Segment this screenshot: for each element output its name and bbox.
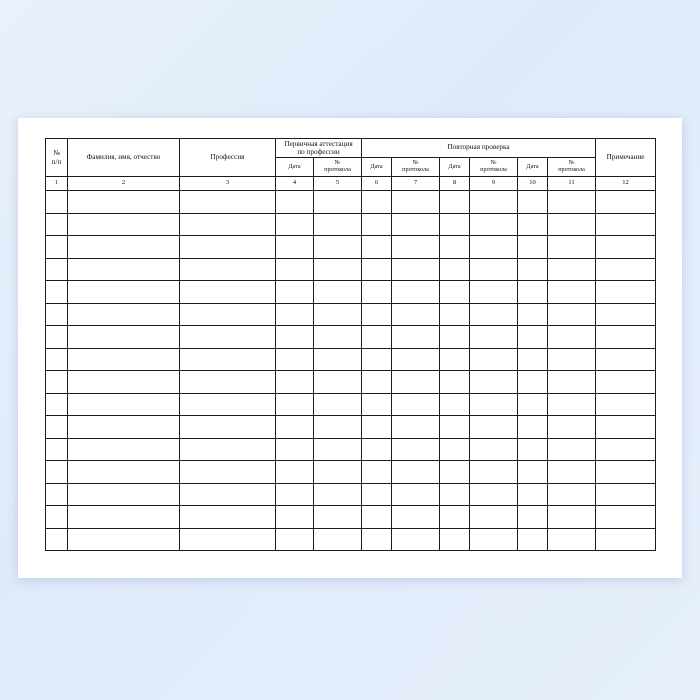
table-cell-empty[interactable] xyxy=(440,213,470,236)
table-cell-empty[interactable] xyxy=(518,236,548,259)
table-cell-empty[interactable] xyxy=(470,191,518,214)
table-cell-empty[interactable] xyxy=(46,281,68,304)
table-cell-empty[interactable] xyxy=(392,348,440,371)
table-cell-empty[interactable] xyxy=(518,506,548,529)
table-cell-empty[interactable] xyxy=(46,303,68,326)
table-cell-empty[interactable] xyxy=(440,371,470,394)
table-cell-empty[interactable] xyxy=(518,438,548,461)
table-cell-empty[interactable] xyxy=(470,371,518,394)
column-number-cell: 11 xyxy=(548,177,596,191)
table-cell-empty[interactable] xyxy=(362,213,392,236)
table-cell-empty[interactable] xyxy=(68,348,180,371)
table-cell-empty[interactable] xyxy=(392,528,440,551)
table-cell-empty[interactable] xyxy=(46,483,68,506)
table-cell-empty[interactable] xyxy=(548,213,596,236)
journal-table xyxy=(45,138,656,551)
table-row[interactable] xyxy=(46,528,656,551)
table-cell-empty[interactable] xyxy=(440,281,470,304)
table-cell-empty[interactable] xyxy=(314,506,362,529)
header-group-repeat-check: Повторная проверка xyxy=(362,139,596,158)
table-cell-empty[interactable] xyxy=(180,371,276,394)
header-cell-note: Примечание xyxy=(596,139,656,177)
header-cell-number: № п/п xyxy=(46,139,68,177)
column-number-cell: 8 xyxy=(440,177,470,191)
table-cell-empty[interactable] xyxy=(314,258,362,281)
table-row[interactable] xyxy=(46,348,656,371)
table-row[interactable] xyxy=(46,326,656,349)
table-row[interactable] xyxy=(46,303,656,326)
table-cell-empty[interactable] xyxy=(180,528,276,551)
table-cell-empty[interactable] xyxy=(68,213,180,236)
table-cell-empty[interactable] xyxy=(68,258,180,281)
table-cell-empty[interactable] xyxy=(314,348,362,371)
table-cell-empty[interactable] xyxy=(392,461,440,484)
table-cell-empty[interactable] xyxy=(362,303,392,326)
table-cell-empty[interactable] xyxy=(46,416,68,439)
table-row[interactable] xyxy=(46,236,656,259)
table-cell-empty[interactable] xyxy=(276,236,314,259)
table-cell-empty[interactable] xyxy=(180,483,276,506)
table-cell-empty[interactable] xyxy=(440,438,470,461)
table-cell-empty[interactable] xyxy=(518,281,548,304)
table-cell-empty[interactable] xyxy=(470,303,518,326)
table-cell-empty[interactable] xyxy=(362,326,392,349)
header-cell-fullname: Фамилия, имя, отчество xyxy=(68,139,180,177)
column-number-cell: 6 xyxy=(362,177,392,191)
table-cell-empty[interactable] xyxy=(470,461,518,484)
table-cell-empty[interactable] xyxy=(518,191,548,214)
table-cell-empty[interactable] xyxy=(46,236,68,259)
table-cell-empty[interactable] xyxy=(46,348,68,371)
table-cell-empty[interactable] xyxy=(362,438,392,461)
table-cell-empty[interactable] xyxy=(470,258,518,281)
table-cell-empty[interactable] xyxy=(596,416,656,439)
table-cell-empty[interactable] xyxy=(46,258,68,281)
table-cell-empty[interactable] xyxy=(180,258,276,281)
table-cell-empty[interactable] xyxy=(68,461,180,484)
table-cell-empty[interactable] xyxy=(276,461,314,484)
table-cell-empty[interactable] xyxy=(314,236,362,259)
table-cell-empty[interactable] xyxy=(470,236,518,259)
table-cell-empty[interactable] xyxy=(548,303,596,326)
table-cell-empty[interactable] xyxy=(276,281,314,304)
table-cell-empty[interactable] xyxy=(596,393,656,416)
table-row[interactable] xyxy=(46,191,656,214)
table-cell-empty[interactable] xyxy=(470,281,518,304)
table-cell-empty[interactable] xyxy=(440,506,470,529)
table-cell-empty[interactable] xyxy=(180,213,276,236)
table-cell-empty[interactable] xyxy=(518,348,548,371)
table-cell-empty[interactable] xyxy=(362,371,392,394)
table-cell-empty[interactable] xyxy=(518,326,548,349)
table-row[interactable] xyxy=(46,281,656,304)
table-cell-empty[interactable] xyxy=(518,528,548,551)
table-cell-empty[interactable] xyxy=(470,438,518,461)
table-cell-empty[interactable] xyxy=(46,438,68,461)
table-cell-empty[interactable] xyxy=(440,326,470,349)
table-cell-empty[interactable] xyxy=(440,258,470,281)
table-cell-empty[interactable] xyxy=(314,303,362,326)
table-cell-empty[interactable] xyxy=(68,326,180,349)
table-cell-empty[interactable] xyxy=(362,236,392,259)
table-cell-empty[interactable] xyxy=(314,483,362,506)
table-cell-empty[interactable] xyxy=(392,258,440,281)
header-cell-repeat2-date: Дата xyxy=(440,158,470,177)
column-number-cell: 12 xyxy=(596,177,656,191)
journal-table-container xyxy=(45,138,655,551)
table-cell-empty[interactable] xyxy=(596,438,656,461)
table-cell-empty[interactable] xyxy=(518,393,548,416)
table-cell-empty[interactable] xyxy=(596,483,656,506)
table-body xyxy=(46,177,656,551)
table-cell-empty[interactable] xyxy=(440,191,470,214)
table-cell-empty[interactable] xyxy=(392,236,440,259)
table-cell-empty[interactable] xyxy=(180,303,276,326)
table-cell-empty[interactable] xyxy=(314,393,362,416)
table-cell-empty[interactable] xyxy=(314,326,362,349)
table-row[interactable] xyxy=(46,213,656,236)
table-cell-empty[interactable] xyxy=(180,416,276,439)
table-cell-empty[interactable] xyxy=(314,371,362,394)
table-cell-empty[interactable] xyxy=(46,371,68,394)
table-cell-empty[interactable] xyxy=(596,236,656,259)
table-cell-empty[interactable] xyxy=(440,483,470,506)
table-cell-empty[interactable] xyxy=(362,416,392,439)
table-cell-empty[interactable] xyxy=(276,371,314,394)
table-cell-empty[interactable] xyxy=(470,393,518,416)
table-cell-empty[interactable] xyxy=(68,416,180,439)
table-cell-empty[interactable] xyxy=(68,483,180,506)
header-cell-repeat2-protocol: № протокола xyxy=(470,158,518,177)
table-cell-empty[interactable] xyxy=(440,236,470,259)
table-row[interactable] xyxy=(46,416,656,439)
table-cell-empty[interactable] xyxy=(180,326,276,349)
column-number-cell: 7 xyxy=(392,177,440,191)
table-cell-empty[interactable] xyxy=(46,506,68,529)
table-cell-empty[interactable] xyxy=(518,371,548,394)
table-cell-empty[interactable] xyxy=(314,213,362,236)
table-cell-empty[interactable] xyxy=(596,461,656,484)
table-cell-empty[interactable] xyxy=(314,438,362,461)
table-cell-empty[interactable] xyxy=(596,326,656,349)
table-row[interactable] xyxy=(46,461,656,484)
table-row[interactable] xyxy=(46,438,656,461)
table-cell-empty[interactable] xyxy=(548,416,596,439)
table-row[interactable] xyxy=(46,483,656,506)
table-cell-empty[interactable] xyxy=(180,236,276,259)
table-cell-empty[interactable] xyxy=(596,191,656,214)
table-cell-empty[interactable] xyxy=(596,528,656,551)
table-cell-empty[interactable] xyxy=(470,506,518,529)
header-row-groups xyxy=(46,139,656,158)
table-cell-empty[interactable] xyxy=(314,416,362,439)
table-cell-empty[interactable] xyxy=(596,258,656,281)
header-cell-primary-date: Дата xyxy=(276,158,314,177)
table-cell-empty[interactable] xyxy=(68,191,180,214)
table-cell-empty[interactable] xyxy=(470,213,518,236)
column-number-cell: 5 xyxy=(314,177,362,191)
table-cell-empty[interactable] xyxy=(68,281,180,304)
table-cell-empty[interactable] xyxy=(276,506,314,529)
table-cell-empty[interactable] xyxy=(68,371,180,394)
table-row[interactable] xyxy=(46,371,656,394)
column-number-row xyxy=(46,177,656,191)
table-cell-empty[interactable] xyxy=(518,416,548,439)
table-cell-empty[interactable] xyxy=(46,528,68,551)
header-cell-repeat3-protocol: № протокола xyxy=(548,158,596,177)
table-cell-empty[interactable] xyxy=(180,191,276,214)
table-cell-empty[interactable] xyxy=(392,281,440,304)
table-cell-empty[interactable] xyxy=(596,213,656,236)
table-cell-empty[interactable] xyxy=(276,393,314,416)
table-cell-empty[interactable] xyxy=(440,348,470,371)
table-cell-empty[interactable] xyxy=(518,258,548,281)
table-cell-empty[interactable] xyxy=(46,326,68,349)
table-cell-empty[interactable] xyxy=(276,528,314,551)
column-number-cell: 9 xyxy=(470,177,518,191)
table-cell-empty[interactable] xyxy=(518,213,548,236)
table-cell-empty[interactable] xyxy=(68,236,180,259)
table-cell-empty[interactable] xyxy=(548,483,596,506)
table-cell-empty[interactable] xyxy=(68,506,180,529)
table-cell-empty[interactable] xyxy=(276,213,314,236)
table-cell-empty[interactable] xyxy=(362,461,392,484)
table-cell-empty[interactable] xyxy=(68,528,180,551)
table-cell-empty[interactable] xyxy=(548,281,596,304)
table-cell-empty[interactable] xyxy=(548,371,596,394)
column-number-cell: 2 xyxy=(68,177,180,191)
table-cell-empty[interactable] xyxy=(392,371,440,394)
table-cell-empty[interactable] xyxy=(46,213,68,236)
table-cell-empty[interactable] xyxy=(68,303,180,326)
table-cell-empty[interactable] xyxy=(440,528,470,551)
table-cell-empty[interactable] xyxy=(392,326,440,349)
table-cell-empty[interactable] xyxy=(180,348,276,371)
table-cell-empty[interactable] xyxy=(596,303,656,326)
table-header xyxy=(46,139,656,177)
header-cell-primary-protocol: № протокола xyxy=(314,158,362,177)
table-cell-empty[interactable] xyxy=(470,483,518,506)
document-sheet xyxy=(18,118,682,578)
table-cell-empty[interactable] xyxy=(596,281,656,304)
table-cell-empty[interactable] xyxy=(392,416,440,439)
table-cell-empty[interactable] xyxy=(596,506,656,529)
table-cell-empty[interactable] xyxy=(470,416,518,439)
table-cell-empty[interactable] xyxy=(276,258,314,281)
table-cell-empty[interactable] xyxy=(518,461,548,484)
table-cell-empty[interactable] xyxy=(362,258,392,281)
table-cell-empty[interactable] xyxy=(362,281,392,304)
table-cell-empty[interactable] xyxy=(362,483,392,506)
table-cell-empty[interactable] xyxy=(596,348,656,371)
table-cell-empty[interactable] xyxy=(518,303,548,326)
table-cell-empty[interactable] xyxy=(180,393,276,416)
table-cell-empty[interactable] xyxy=(518,483,548,506)
table-cell-empty[interactable] xyxy=(470,326,518,349)
table-cell-empty[interactable] xyxy=(548,348,596,371)
header-cell-profession: Профессия xyxy=(180,139,276,177)
table-cell-empty[interactable] xyxy=(392,303,440,326)
table-row[interactable] xyxy=(46,506,656,529)
table-cell-empty[interactable] xyxy=(362,506,392,529)
header-cell-repeat1-protocol: № протокола xyxy=(392,158,440,177)
table-cell-empty[interactable] xyxy=(548,326,596,349)
table-cell-empty[interactable] xyxy=(68,393,180,416)
table-cell-empty[interactable] xyxy=(314,281,362,304)
header-cell-repeat3-date: Дата xyxy=(518,158,548,177)
table-cell-empty[interactable] xyxy=(276,191,314,214)
table-cell-empty[interactable] xyxy=(46,393,68,416)
table-cell-empty[interactable] xyxy=(548,506,596,529)
table-cell-empty[interactable] xyxy=(548,236,596,259)
table-cell-empty[interactable] xyxy=(470,528,518,551)
table-cell-empty[interactable] xyxy=(362,348,392,371)
table-cell-empty[interactable] xyxy=(276,483,314,506)
table-cell-empty[interactable] xyxy=(440,461,470,484)
header-group-primary-attestation: Первичная аттестация по профессии xyxy=(276,139,362,158)
table-row[interactable] xyxy=(46,393,656,416)
table-cell-empty[interactable] xyxy=(362,393,392,416)
table-cell-empty[interactable] xyxy=(392,483,440,506)
table-cell-empty[interactable] xyxy=(440,393,470,416)
table-cell-empty[interactable] xyxy=(548,438,596,461)
table-cell-empty[interactable] xyxy=(180,438,276,461)
table-cell-empty[interactable] xyxy=(392,438,440,461)
header-cell-repeat1-date: Дата xyxy=(362,158,392,177)
table-cell-empty[interactable] xyxy=(548,461,596,484)
column-number-cell: 3 xyxy=(180,177,276,191)
table-cell-empty[interactable] xyxy=(46,461,68,484)
table-cell-empty[interactable] xyxy=(548,528,596,551)
table-cell-empty[interactable] xyxy=(440,303,470,326)
table-cell-empty[interactable] xyxy=(548,258,596,281)
table-cell-empty[interactable] xyxy=(314,528,362,551)
table-cell-empty[interactable] xyxy=(180,281,276,304)
table-cell-empty[interactable] xyxy=(362,528,392,551)
table-cell-empty[interactable] xyxy=(46,191,68,214)
table-cell-empty[interactable] xyxy=(548,393,596,416)
table-cell-empty[interactable] xyxy=(276,416,314,439)
table-cell-empty[interactable] xyxy=(180,506,276,529)
table-cell-empty[interactable] xyxy=(470,348,518,371)
column-number-cell: 4 xyxy=(276,177,314,191)
table-cell-empty[interactable] xyxy=(440,416,470,439)
table-cell-empty[interactable] xyxy=(180,461,276,484)
table-cell-empty[interactable] xyxy=(392,213,440,236)
table-cell-empty[interactable] xyxy=(276,303,314,326)
column-number-cell: 1 xyxy=(46,177,68,191)
table-cell-empty[interactable] xyxy=(276,326,314,349)
column-number-cell: 10 xyxy=(518,177,548,191)
table-cell-empty[interactable] xyxy=(392,506,440,529)
table-cell-empty[interactable] xyxy=(314,191,362,214)
table-cell-empty[interactable] xyxy=(596,371,656,394)
table-cell-empty[interactable] xyxy=(392,393,440,416)
table-row[interactable] xyxy=(46,258,656,281)
table-cell-empty[interactable] xyxy=(276,348,314,371)
table-cell-empty[interactable] xyxy=(548,191,596,214)
table-cell-empty[interactable] xyxy=(362,191,392,214)
table-cell-empty[interactable] xyxy=(68,438,180,461)
table-cell-empty[interactable] xyxy=(392,191,440,214)
table-cell-empty[interactable] xyxy=(276,438,314,461)
table-cell-empty[interactable] xyxy=(314,461,362,484)
